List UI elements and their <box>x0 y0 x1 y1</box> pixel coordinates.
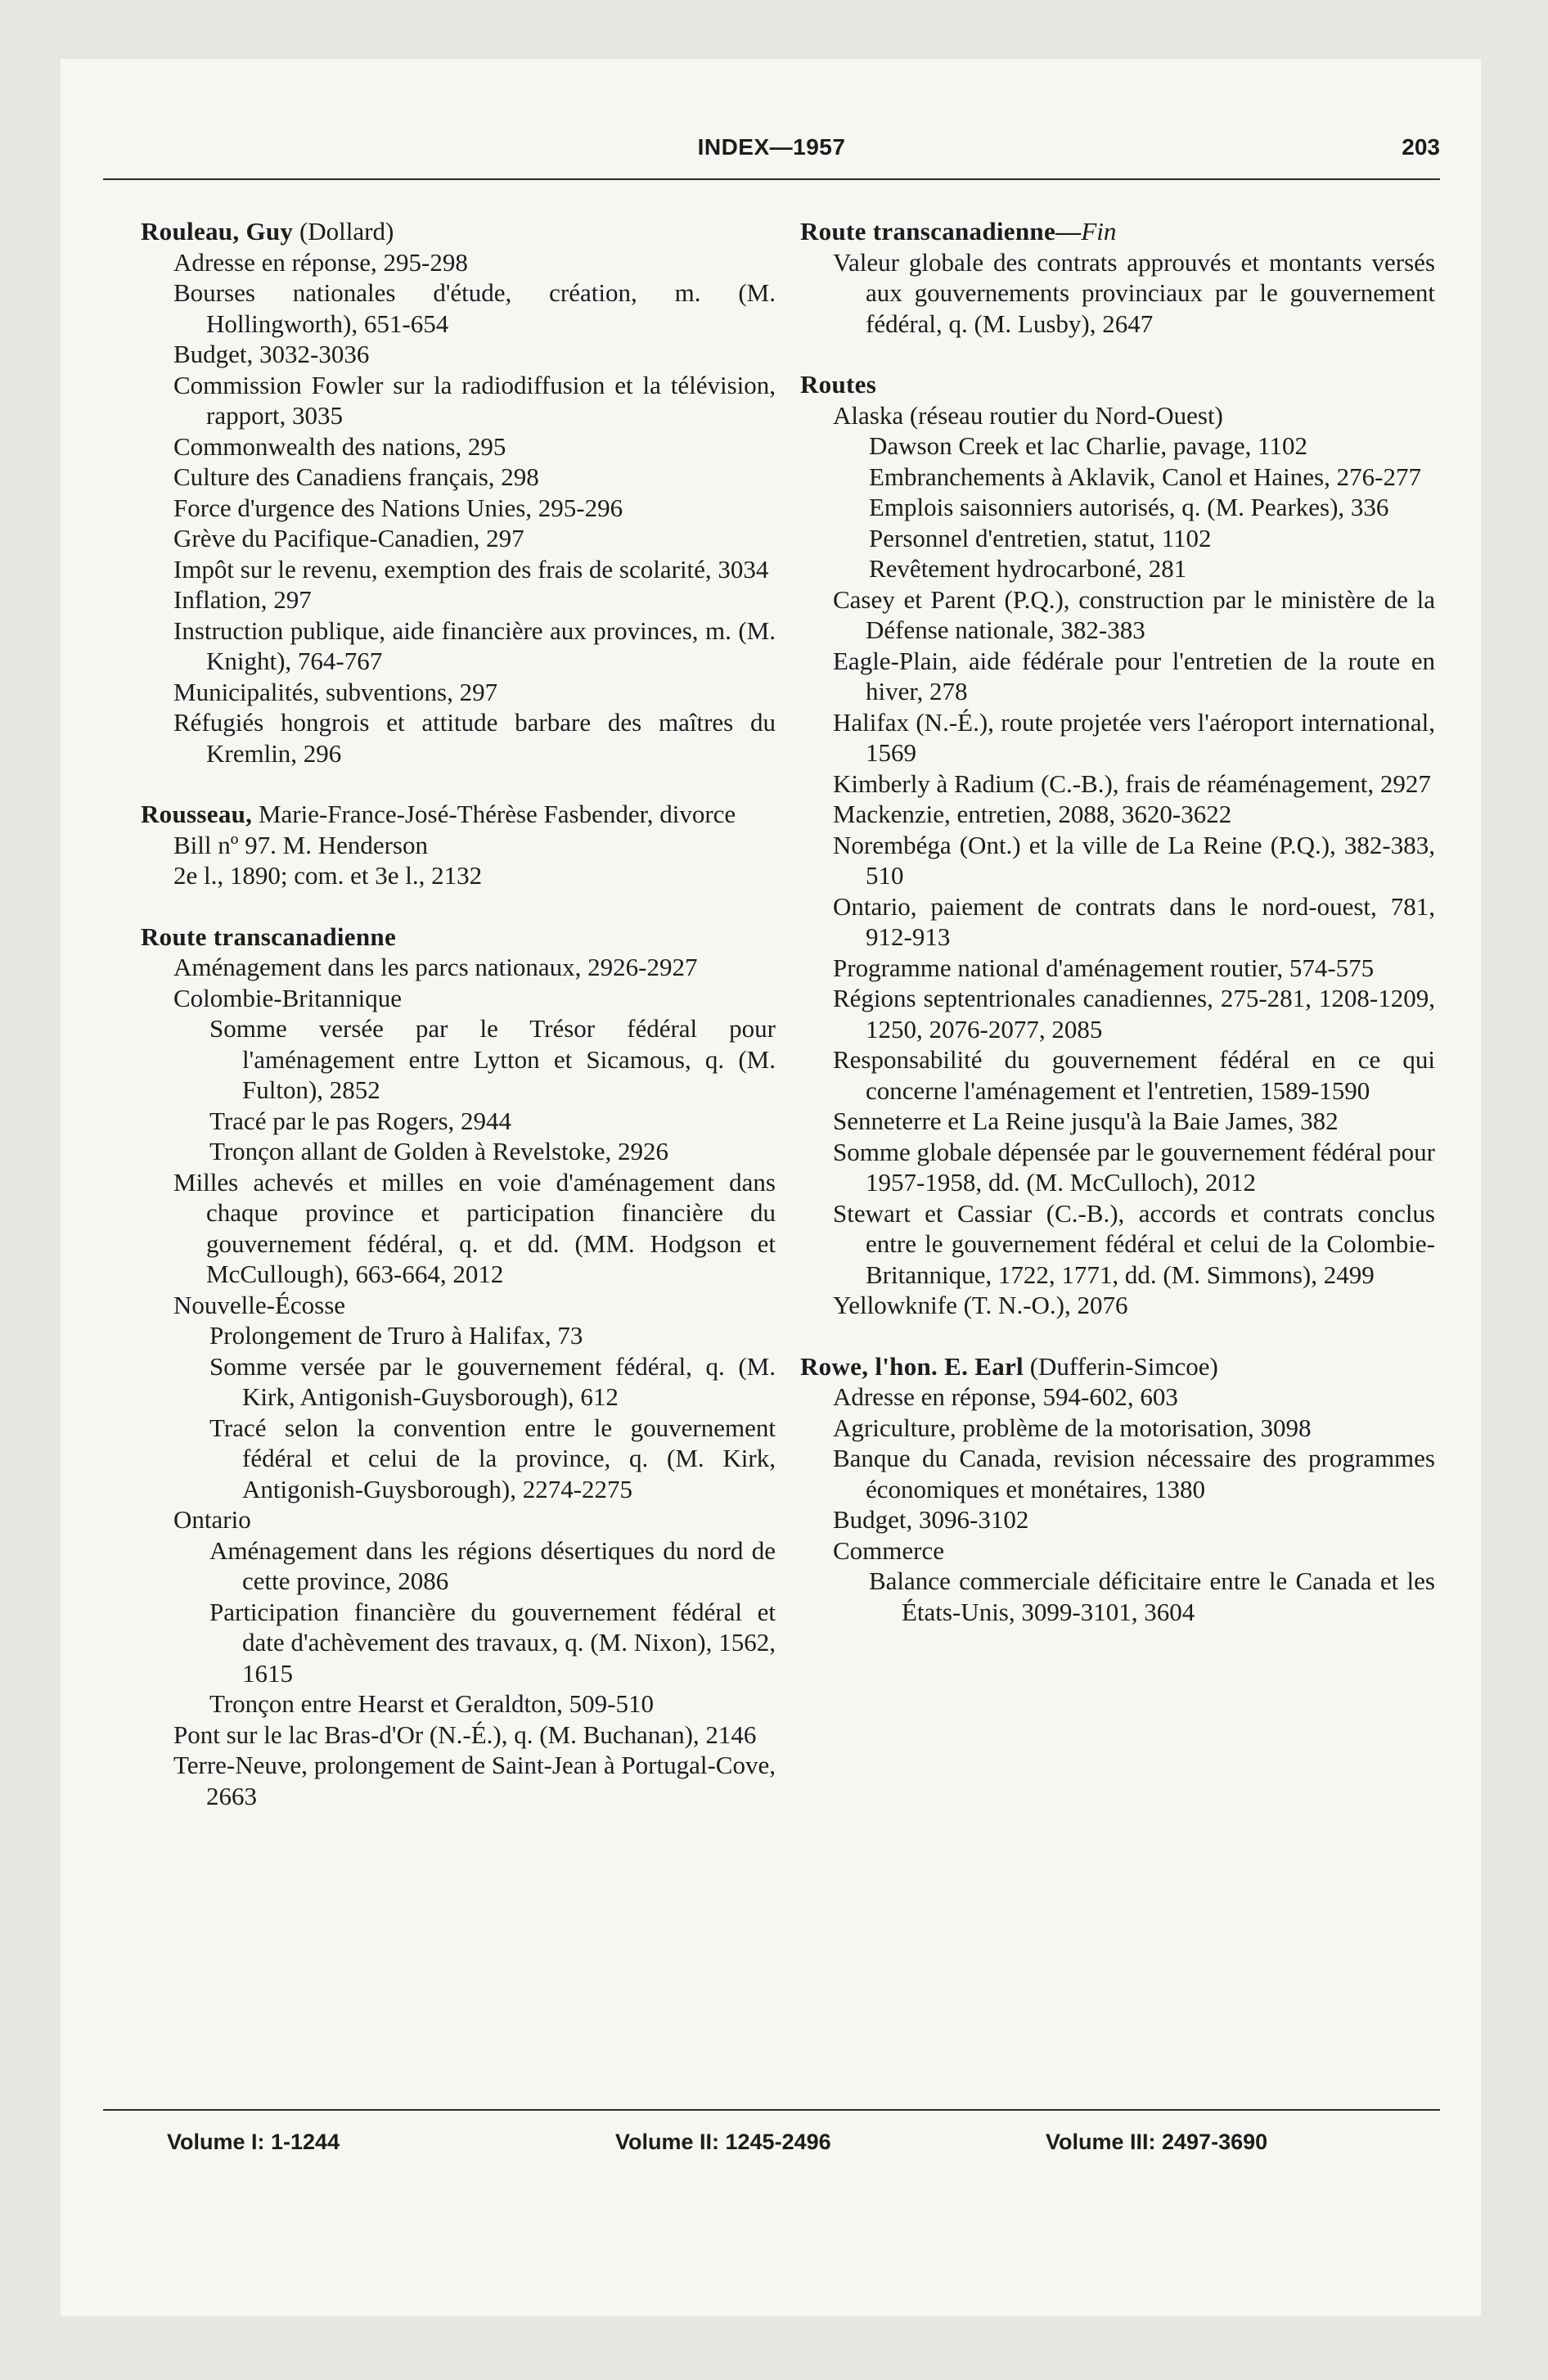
entry-text: Eagle-Plain, aide fédérale pour l'entretien de la route en hiver, 278 <box>833 646 1435 705</box>
volume-1-range: Volume I: 1-1244 <box>167 2130 340 2154</box>
entry-text: Budget, 3032-3036 <box>173 340 370 368</box>
index-entry <box>141 493 776 524</box>
entry-text: Commonwealth des nations, 295 <box>173 431 506 461</box>
entry-text: Commerce <box>833 1535 945 1565</box>
index-heading <box>800 1351 1435 1382</box>
index-entry <box>141 462 776 493</box>
index-entry <box>141 1167 776 1290</box>
entry-text: Yellowknife (T. N.-O.), 2076 <box>833 1291 1128 1319</box>
heading-text: Rowe, l'hon. E. Earl <box>800 1351 1024 1381</box>
entry-text: Dawson Creek et lac Charlie, pavage, 1102 <box>869 431 1307 460</box>
entry-text: Ontario, paiement de contrats dans le nord-ouest, 781, 912-913 <box>833 891 1435 951</box>
page <box>61 59 1481 2316</box>
index-subentry <box>800 1566 1435 1627</box>
entry-text: Adresse en réponse, 295-298 <box>173 247 468 277</box>
entry-text: Halifax (N.-É.), route projetée vers l'aéroport international, 1569 <box>833 707 1435 767</box>
entry-text: Somme versée par le gouvernement fédéral, q. (M. Kirk, Antigonish-Guysborough), 612 <box>209 1351 776 1411</box>
index-entry <box>800 983 1435 1044</box>
index-entry <box>141 830 776 861</box>
entry-text: Kimberly à Radium (C.-B.), frais de réaménagement, 2927 <box>833 769 1431 798</box>
index-entry <box>800 247 1435 340</box>
index-subentry <box>800 523 1435 554</box>
index-entry <box>800 1535 1435 1566</box>
index-subentry <box>141 1320 776 1351</box>
index-entry <box>800 891 1435 953</box>
entry-text: Culture des Canadiens français, 298 <box>173 462 539 491</box>
entry-text: Adresse en réponse, 594-602, 603 <box>833 1382 1178 1411</box>
index-entry <box>800 1504 1435 1535</box>
index-subentry <box>800 430 1435 462</box>
index-entry <box>141 247 776 278</box>
entry-text: Impôt sur le revenu, exemption des frais de scolarité, 3034 <box>173 554 769 584</box>
index-entry <box>800 1198 1435 1291</box>
entry-text: Nouvelle-Écosse <box>173 1290 346 1319</box>
header-rule <box>103 178 1440 180</box>
volume-3-range: Volume III: 2497-3690 <box>1046 2130 1268 2154</box>
index-subentry <box>141 1688 776 1720</box>
heading-suffix: Marie-France-José-Thérèse Fasbender, divorce <box>252 800 736 828</box>
index-entry <box>141 1750 776 1811</box>
heading-suffix: (Dufferin-Simcoe) <box>1023 1351 1218 1381</box>
index-entry <box>800 1382 1435 1413</box>
entry-text: Alaska (réseau routier du Nord-Ouest) <box>833 400 1223 430</box>
heading-text: Routes <box>800 370 877 399</box>
volume-2-range: Volume II: 1245-2496 <box>615 2130 831 2154</box>
entry-text: Casey et Parent (P.Q.), construction par le ministère de la Défense nationale, 382-383 <box>833 584 1435 644</box>
entry-text: Bourses nationales d'étude, création, m. (M. Hollingworth), 651-654 <box>173 278 776 338</box>
index-entry <box>141 983 776 1014</box>
entry-text: Prolongement de Truro à Halifax, 73 <box>209 1321 583 1350</box>
index-entry <box>800 1137 1435 1198</box>
index-subentry <box>800 553 1435 584</box>
entry-text: Mackenzie, entretien, 2088, 3620-3622 <box>833 800 1232 828</box>
index-entry <box>141 584 776 615</box>
volume-footer <box>103 2130 1440 2162</box>
entry-text: Milles achevés et milles en voie d'aménagement dans chaque province et participation financière du gouvernement fédéral, q. et dd. (MM. Hodgson et McCullough), 663-664, 2012 <box>173 1167 776 1288</box>
entry-text: Senneterre et La Reine jusqu'à la Baie James, 382 <box>833 1107 1339 1135</box>
entry-text: Participation financière du gouvernement fédéral et date d'achèvement des travaux, q. (M. Nixon), 1562, 1615 <box>209 1597 776 1688</box>
index-subentry <box>800 462 1435 493</box>
index-heading <box>141 216 776 247</box>
entry-text: Inflation, 297 <box>173 585 312 614</box>
entry-text: Commission Fowler sur la radiodiffusion et la télévision, rapport, 3035 <box>173 370 776 430</box>
entry-text: Norembéga (Ont.) et la ville de La Reine (P.Q.), 382-383, 510 <box>833 830 1435 890</box>
entry-text: Emplois saisonniers autorisés, q. (M. Pearkes), 336 <box>869 493 1389 521</box>
entry-text: Ontario <box>173 1505 251 1534</box>
index-entry <box>800 1413 1435 1444</box>
heading-text: Route transcanadienne— <box>800 217 1082 246</box>
entry-text: Tronçon allant de Golden à Revelstoke, 2926 <box>209 1137 669 1165</box>
index-entry <box>800 1106 1435 1137</box>
index-entry <box>141 1720 776 1751</box>
entry-text: Banque du Canada, revision nécessaire des programmes économiques et monétaires, 1380 <box>833 1444 1435 1503</box>
heading-suffix: Fin <box>1081 217 1117 246</box>
entry-text: Aménagement dans les parcs nationaux, 2926-2927 <box>173 953 698 981</box>
page-number: 203 <box>1402 134 1440 160</box>
entry-text: Responsabilité du gouvernement fédéral en ce qui concerne l'aménagement et l'entretien, 1589-1590 <box>833 1045 1435 1105</box>
index-entry <box>800 1443 1435 1504</box>
index-entry <box>800 400 1435 431</box>
index-entry <box>141 1504 776 1535</box>
entry-text: Colombie-Britannique <box>173 983 402 1012</box>
index-subentry <box>141 1535 776 1597</box>
index-subentry <box>141 1413 776 1505</box>
index-heading <box>800 369 1435 400</box>
entry-text: Embranchements à Aklavik, Canol et Haines, 276-277 <box>869 462 1421 491</box>
entry-text: 2e l., 1890; com. et 3e l., 2132 <box>173 861 483 890</box>
entry-text: Force d'urgence des Nations Unies, 295-296 <box>173 493 623 522</box>
entry-text: Réfugiés hongrois et attitude barbare des maîtres du Kremlin, 296 <box>173 708 776 768</box>
entry-text: Somme globale dépensée par le gouvernement fédéral pour 1957-1958, dd. (M. McCulloch), 2012 <box>833 1137 1435 1197</box>
index-entry <box>800 1290 1435 1321</box>
entry-text: Municipalités, subventions, 297 <box>173 677 498 706</box>
entry-text: Valeur globale des contrats approuvés et montants versés aux gouvernements provinciaux par le gouvernement fédéral, q. (M. Lusby), 2647 <box>833 247 1435 338</box>
entry-text: Régions septentrionales canadiennes, 275-281, 1208-1209, 1250, 2076-2077, 2085 <box>833 984 1435 1044</box>
entry-text: Programme national d'aménagement routier, 574-575 <box>833 953 1375 982</box>
entry-text: Revêtement hydrocarboné, 281 <box>869 554 1187 583</box>
page-title: INDEX—1957 <box>697 134 846 160</box>
index-entry <box>141 370 776 431</box>
entry-text: Agriculture, problème de la motorisation, 3098 <box>833 1413 1312 1442</box>
index-subentry <box>141 1136 776 1167</box>
entry-text: Instruction publique, aide financière aux provinces, m. (M. Knight), 764-767 <box>173 615 776 675</box>
entry-text: Grève du Pacifique-Canadien, 297 <box>173 524 524 552</box>
index-entry <box>141 277 776 339</box>
index-subentry <box>141 1106 776 1137</box>
index-entry <box>141 1290 776 1321</box>
entry-text: Somme versée par le Trésor fédéral pour l'aménagement entre Lytton et Sicamous, q. (M. Fulton), 2852 <box>209 1014 776 1104</box>
index-subentry <box>141 1597 776 1689</box>
index-entry <box>141 860 776 891</box>
entry-text: Bill nº 97. M. Henderson <box>173 830 428 859</box>
index-entry <box>800 769 1435 800</box>
entry-text: Tracé par le pas Rogers, 2944 <box>209 1106 512 1135</box>
running-header <box>103 134 1440 167</box>
heading-suffix: (Dollard) <box>293 217 394 246</box>
index-entry <box>141 339 776 370</box>
entry-text: Stewart et Cassiar (C.-B.), accords et contrats conclus entre le gouvernement fédéral et celui de la Colombie-Britannique, 1722, 1771, dd. (M. Simmons), 2499 <box>833 1198 1435 1289</box>
entry-text: Balance commerciale déficitaire entre le Canada et les États-Unis, 3099-3101, 3604 <box>869 1566 1435 1626</box>
entry-text: Personnel d'entretien, statut, 1102 <box>869 523 1212 552</box>
index-entry <box>141 707 776 769</box>
index-entry <box>141 615 776 677</box>
entry-text: Aménagement dans les régions désertiques du nord de cette province, 2086 <box>209 1535 776 1595</box>
index-entry <box>141 554 776 585</box>
index-entry <box>800 1044 1435 1106</box>
entry-text: Tronçon entre Hearst et Geraldton, 509-510 <box>209 1689 654 1718</box>
index-entry <box>800 953 1435 984</box>
index-entry <box>800 707 1435 769</box>
entry-text: Terre-Neuve, prolongement de Saint-Jean à Portugal-Cove, 2663 <box>173 1751 776 1810</box>
index-entry <box>800 584 1435 646</box>
index-heading <box>800 216 1435 247</box>
index-entry <box>800 830 1435 891</box>
index-entry <box>141 523 776 554</box>
index-entry <box>141 431 776 462</box>
index-entry <box>800 646 1435 707</box>
index-subentry <box>141 1013 776 1106</box>
index-heading <box>141 922 776 953</box>
entry-text: Tracé selon la convention entre le gouvernement fédéral et celui de la province, q. (M. Kirk, Antigonish-Guysborough), 2274-2275 <box>209 1413 776 1503</box>
right-index-column <box>800 216 1435 1627</box>
index-subentry <box>141 1351 776 1413</box>
heading-text: Rousseau, <box>141 800 253 828</box>
entry-text: Pont sur le lac Bras-d'Or (N.-É.), q. (M. Buchanan), 2146 <box>173 1720 757 1749</box>
index-entry <box>141 952 776 983</box>
left-index-column <box>141 216 776 1811</box>
entry-text: Budget, 3096-3102 <box>833 1505 1029 1534</box>
index-subentry <box>800 492 1435 523</box>
index-entry <box>800 799 1435 830</box>
index-entry <box>141 677 776 708</box>
heading-text: Route transcanadienne <box>141 922 397 951</box>
heading-text: Rouleau, Guy <box>141 217 294 246</box>
footer-rule <box>103 2109 1440 2111</box>
index-heading <box>141 799 776 830</box>
